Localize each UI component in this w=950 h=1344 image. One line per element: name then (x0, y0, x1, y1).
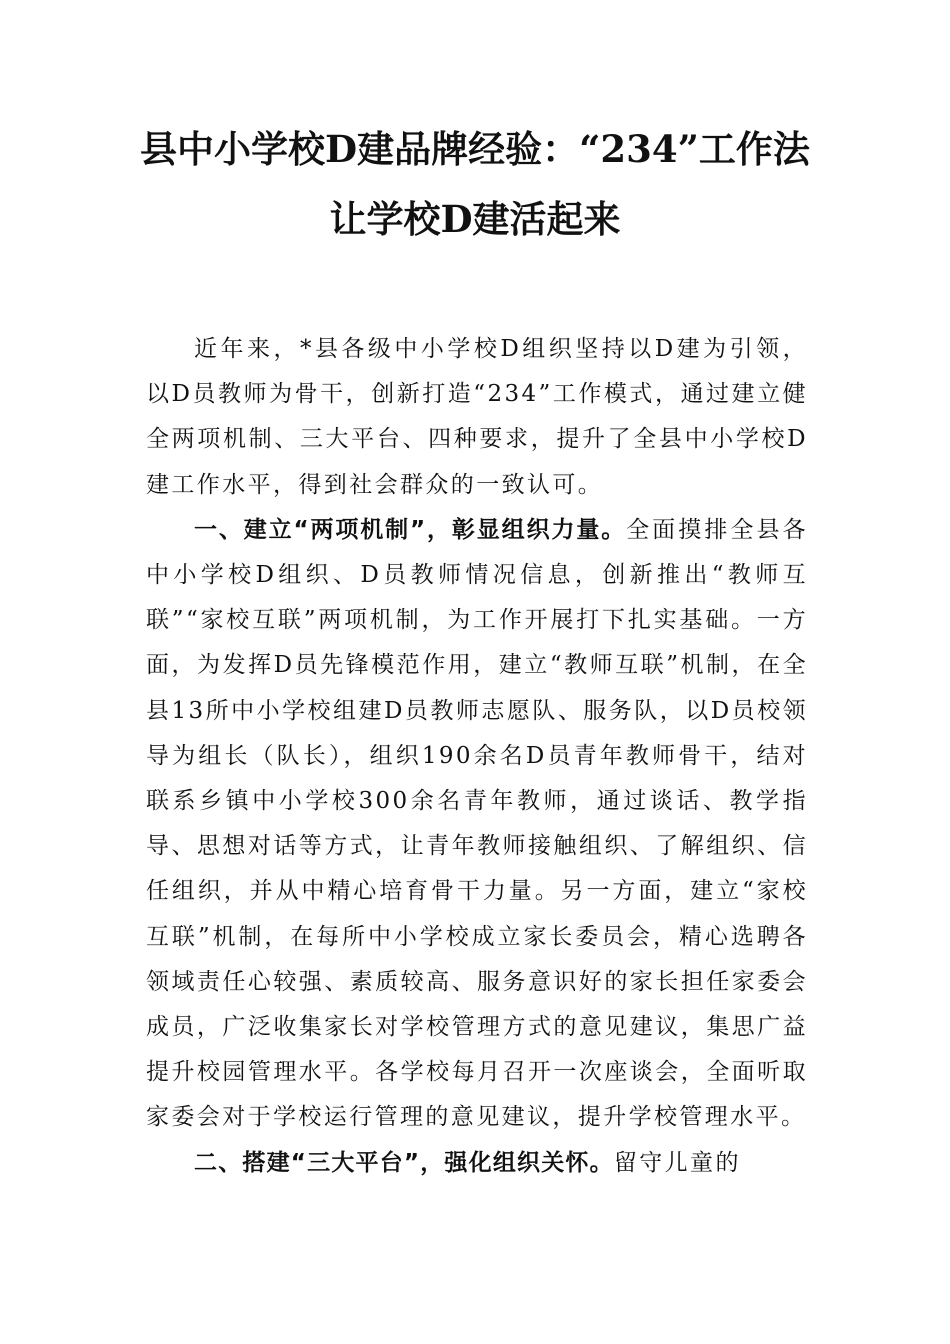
document-title-line-2: 让学校D建活起来 (329, 197, 621, 241)
section-1-heading: 一、建立“两项机制”，彰显组织力量。 (194, 516, 627, 543)
section-2-heading: 二、搭建“三大平台”，强化组织关怀。 (194, 1149, 614, 1176)
section-1-text: 全面摸排全县各中小学校D组织、D员教师情况信息，创新推出“教师互联”“家校互联”两项机制，为工作开展打下扎实基础。一方面，为发挥D员先锋模范作用，建立“教师互联”机制，在全县13所中小学校组建D员教师志愿队、服务队，以D员校领导为组长（队长），组织190余名D员青年教师骨干，结对联系乡镇中小学校300余名青年教师，通过谈话、教学指导、思想对话等方式，让青年教师接触组织、了解组织、信任组织，并从中精心培育骨干力量。另一方面，建立“家校互联”机制，在每所中小学校成立家长委员会，精心选聘各领域责任心较强、素质较高、服务意识好的家长担任家委会成员，广泛收集家长对学校管理方式的意见建议，集思广益提升校园管理水平。各学校每月召开一次座谈会，全面听取家委会对于学校运行管理的意见建议，提升学校管理水平。 (146, 516, 808, 1131)
section-1-paragraph (146, 508, 808, 1141)
section-2-paragraph (146, 1141, 808, 1186)
document-title-line-1: 县中小学校D建品牌经验：“234”工作法 (140, 127, 810, 171)
document-body (146, 327, 808, 1186)
intro-paragraph: 近年来，*县各级中小学校D组织坚持以D建为引领，以D员教师为骨干，创新打造“234”工作模式，通过建立健全两项机制、三大平台、四种要求，提升了全县中小学校D建工作水平，得到社会群众的一致认可。 (146, 336, 808, 498)
section-2-text: 留守儿童的 (613, 1149, 741, 1176)
